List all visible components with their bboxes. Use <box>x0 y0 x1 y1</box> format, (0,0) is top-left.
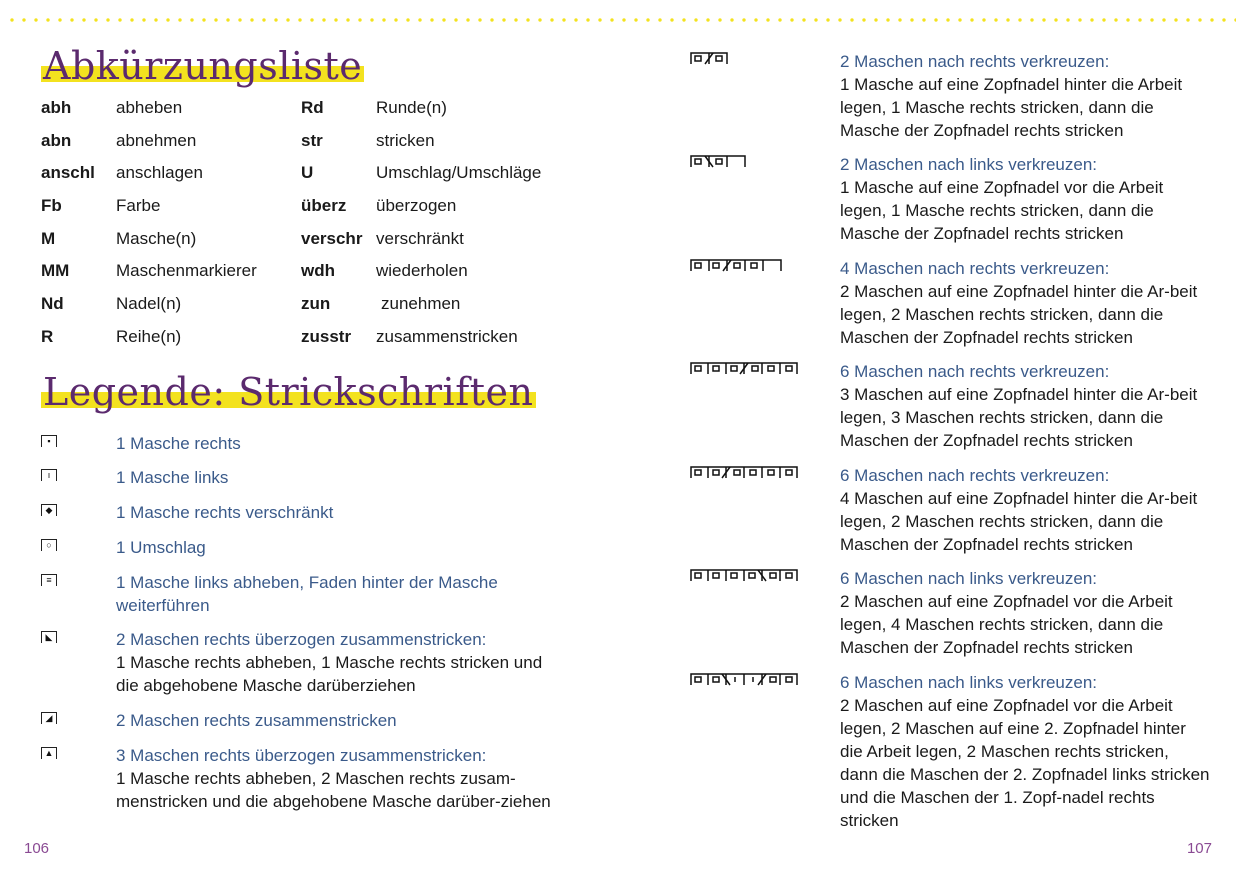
cable-description: 1 Masche auf eine Zopfnadel hinter die Arbeit legen, 1 Masche rechts stricken, dann die Masche der Zopfnadel rechts stricken <box>840 75 1183 140</box>
abbreviation-meaning: zunehmen <box>381 294 461 313</box>
cable-title: 6 Maschen nach links verkreuzen: <box>840 673 1098 692</box>
legend-title: 1 Masche rechts <box>116 434 241 453</box>
legend-description: 1 Masche rechts abheben, 1 Masche rechts stricken und die abgehobene Masche darüberziehen <box>116 653 543 695</box>
abbreviation-meaning: abnehmen <box>116 131 197 150</box>
double-decrease-icon: ▲ <box>41 747 57 759</box>
abbreviation-row <box>41 195 161 217</box>
abbreviation-row <box>301 162 542 184</box>
abbreviation-meaning: anschlagen <box>116 163 203 182</box>
cable-title: 6 Maschen nach links verkreuzen: <box>840 569 1098 588</box>
abbreviation-meaning: stricken <box>376 131 435 150</box>
abbreviation-row <box>301 293 461 315</box>
abbreviation-row <box>41 97 183 119</box>
abbreviation: zun <box>301 294 331 313</box>
abbreviation: R <box>41 327 54 346</box>
cable-6-left-purl-icon <box>690 671 798 687</box>
legend-title: 1 Masche rechts verschränkt <box>116 503 334 522</box>
abbreviation: Fb <box>41 196 62 215</box>
cable-description: 1 Masche auf eine Zopfnadel vor die Arbeit legen, 1 Masche rechts stricken, dann die Masche der Zopfnadel rechts stricken <box>840 178 1164 243</box>
legend-title: 3 Maschen rechts überzogen zusammenstricken: <box>116 746 487 765</box>
abbreviations-heading: Abkürzungsliste <box>43 44 363 88</box>
page-number-right: 107 <box>1186 840 1212 857</box>
abbreviation-meaning: wiederholen <box>376 261 468 280</box>
abbreviation: abn <box>41 131 72 150</box>
cable-description: 2 Maschen auf eine Zopfnadel vor die Arbeit legen, 4 Maschen rechts stricken, dann die Maschen der Zopfnadel rechts stricken <box>840 592 1173 657</box>
ssk-decrease-icon: ◣ <box>41 631 57 643</box>
abbreviation: U <box>301 163 314 182</box>
abbreviation-row <box>301 260 468 282</box>
cable-2-right-icon <box>690 50 728 66</box>
cable-description: 2 Maschen auf eine Zopfnadel vor die Arbeit legen, 2 Maschen auf eine 2. Zopfnadel hinter die Arbeit legen, 2 Maschen rechts stricken, dann die Maschen der 2. Zopfnadel links stricken und die Maschen der 1. Zopf-nadel rechts stricken <box>840 696 1210 830</box>
dotted-top-border <box>6 18 1236 22</box>
cable-description: 3 Maschen auf eine Zopfnadel hinter die Ar-beit legen, 3 Maschen rechts stricken, dann die Maschen der Zopfnadel rechts stricken <box>840 385 1198 450</box>
abbreviation-meaning: Reihe(n) <box>116 327 182 346</box>
abbreviation-row <box>41 293 182 315</box>
slip-stitch-icon: ≡ <box>41 574 57 586</box>
abbreviation-meaning: überzogen <box>376 196 457 215</box>
cable-title: 6 Maschen nach rechts verkreuzen: <box>840 466 1110 485</box>
cable-title: 2 Maschen nach rechts verkreuzen: <box>840 52 1110 71</box>
legend-title: 2 Maschen rechts zusammenstricken <box>116 711 397 730</box>
abbreviation-row <box>301 326 518 348</box>
abbreviation: Nd <box>41 294 64 313</box>
abbreviation-row <box>41 228 197 250</box>
abbreviation-row <box>41 326 182 348</box>
abbreviation-meaning: Maschenmarkierer <box>116 261 257 280</box>
cable-6-left-icon <box>690 567 798 583</box>
abbreviation-row <box>301 228 464 250</box>
abbreviation-meaning: Umschlag/Umschläge <box>376 163 542 182</box>
abbreviation-row <box>301 195 457 217</box>
cable-description: 4 Maschen auf eine Zopfnadel hinter die Ar-beit legen, 2 Maschen rechts stricken, dann die Maschen der Zopfnadel rechts stricken <box>840 489 1198 554</box>
abbreviation-row <box>301 97 447 119</box>
knit-stitch-icon: ▪ <box>41 435 57 447</box>
k2tog-decrease-icon: ◢ <box>41 712 57 724</box>
legend-title: 1 Masche links <box>116 468 229 487</box>
cable-title: 4 Maschen nach rechts verkreuzen: <box>840 259 1110 278</box>
abbreviation: überz <box>301 196 347 215</box>
abbreviation: anschl <box>41 163 95 182</box>
abbreviation: zusstr <box>301 327 352 346</box>
abbreviation-row <box>41 130 197 152</box>
purl-stitch-icon: ı <box>41 469 57 481</box>
legend-title: 1 Masche links abheben, Faden hinter der Masche weiterführen <box>116 573 498 615</box>
yarn-over-icon: ○ <box>41 539 57 551</box>
abbreviation-meaning: zusammenstricken <box>376 327 518 346</box>
abbreviation: Rd <box>301 98 324 117</box>
abbreviation-meaning: verschränkt <box>376 229 464 248</box>
abbreviation-meaning: Runde(n) <box>376 98 447 117</box>
abbreviation-meaning: Masche(n) <box>116 229 197 248</box>
cable-title: 6 Maschen nach rechts verkreuzen: <box>840 362 1110 381</box>
abbreviation-meaning: Nadel(n) <box>116 294 182 313</box>
legend-description: 1 Masche rechts abheben, 2 Maschen rechts zusam-menstricken und die abgehobene Masche darüber-ziehen <box>116 769 551 811</box>
abbreviation: abh <box>41 98 72 117</box>
cable-6-right-icon <box>690 360 798 376</box>
cable-description: 2 Maschen auf eine Zopfnadel hinter die Ar-beit legen, 2 Maschen rechts stricken, dann die Maschen der Zopfnadel rechts stricken <box>840 282 1198 347</box>
abbreviation-meaning: Farbe <box>116 196 161 215</box>
cable-2-left-icon <box>690 153 746 169</box>
abbreviation: M <box>41 229 56 248</box>
abbreviation: wdh <box>301 261 335 280</box>
twisted-knit-stitch-icon: ◆ <box>41 504 57 516</box>
abbreviation: str <box>301 131 323 150</box>
abbreviation-meaning: abheben <box>116 98 183 117</box>
legend-title: 2 Maschen rechts überzogen zusammenstricken: <box>116 630 487 649</box>
cable-title: 2 Maschen nach links verkreuzen: <box>840 155 1098 174</box>
legend-heading: Legende: Strickschriften <box>43 370 534 414</box>
cable-6-right-alt-icon <box>690 464 798 480</box>
abbreviation-row <box>41 260 257 282</box>
legend-title: 1 Umschlag <box>116 538 206 557</box>
abbreviation: MM <box>41 261 70 280</box>
abbreviation-row <box>41 162 203 184</box>
abbreviation: verschr <box>301 229 363 248</box>
cable-4-right-icon <box>690 257 782 273</box>
abbreviation-row <box>301 130 435 152</box>
page-number-left: 106 <box>24 840 50 857</box>
